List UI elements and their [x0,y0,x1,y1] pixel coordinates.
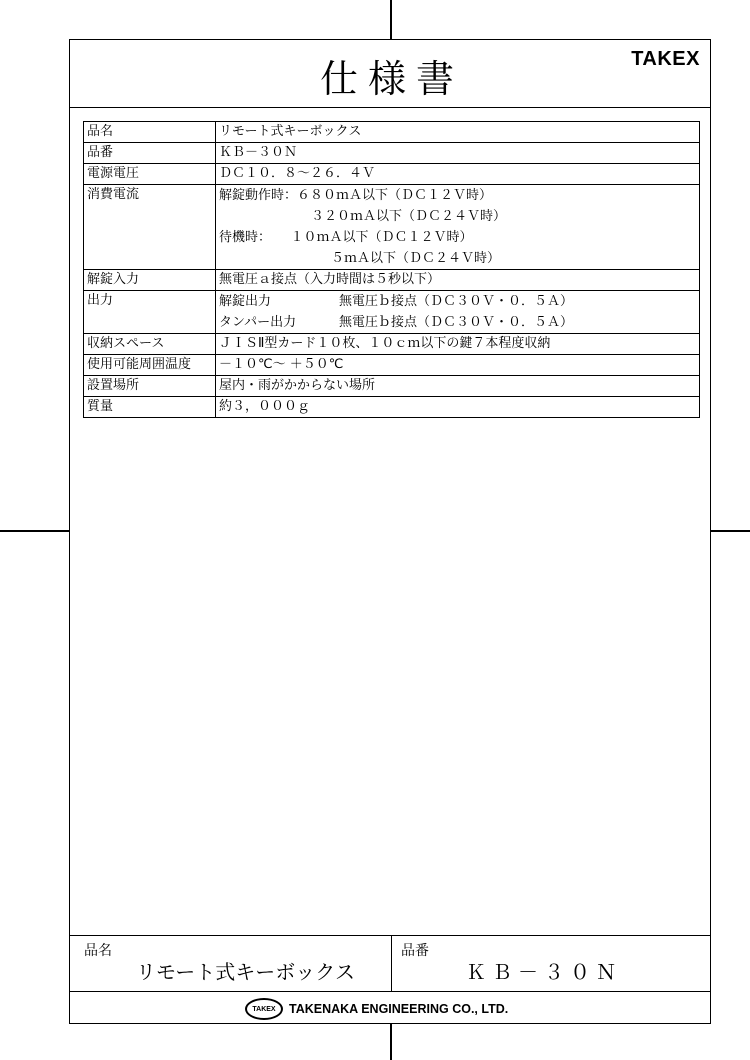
row-value [216,291,700,334]
value-line [219,312,696,333]
row-value: ＪＩＳⅡ型カード１０枚、１０ｃｍ以下の鍵７本程度収納 [216,334,700,355]
row-value [216,185,700,270]
crop-mark-left [0,530,69,532]
company-block [245,998,508,1020]
document-title: 仕様書 [320,57,465,101]
row-label: 解錠入力 [84,270,216,291]
row-label: 質量 [84,397,216,418]
row-label: 使用可能周囲温度 [84,355,216,376]
row-value: ＤＣ１０．８～２６．４Ｖ [216,164,700,185]
table-row [84,143,700,164]
product-name-label: 品名 [84,943,112,959]
row-label: 電源電圧 [84,164,216,185]
crop-mark-top [390,0,392,39]
value-line [219,291,696,312]
output-name: 解錠出力 [219,294,272,309]
row-label: 収納スペース [84,334,216,355]
table-row [84,185,700,270]
output-spec: 無電圧ｂ接点（ＤＣ３０Ｖ・０．５Ａ） [339,294,574,309]
company-name: TAKENAKA ENGINEERING CO., LTD. [289,1002,509,1016]
row-value: ＫＢ－３０Ｎ [216,143,700,164]
title-block [70,935,710,1024]
row-label: 出力 [84,291,216,334]
row-value: 約３，０００ｇ [216,397,700,418]
row-label: 品番 [84,143,216,164]
table-row [84,164,700,185]
value-line: 待機時： １０ｍＡ以下（ＤＣ１２Ｖ時） [219,230,473,245]
crop-mark-bottom [390,1024,392,1060]
value-line: ５ｍＡ以下（ＤＣ２４Ｖ時） [331,251,501,266]
table-row [84,355,700,376]
row-label: 設置場所 [84,376,216,397]
table-row [84,376,700,397]
row-label: 品名 [84,122,216,143]
value-line: ３２０ｍＡ以下（ＤＣ２４Ｖ時） [311,209,507,224]
row-value: －１０℃～ ＋５０℃ [216,355,700,376]
table-row [84,334,700,355]
spec-table [83,121,700,418]
output-spec: 無電圧ｂ接点（ＤＣ３０Ｖ・０．５Ａ） [339,315,574,330]
spec-sheet [69,39,711,1024]
company-logo: TAKEX [245,998,283,1020]
row-value: 無電圧ａ接点（入力時間は５秒以下） [216,270,700,291]
table-row [84,291,700,334]
crop-mark-right [711,530,750,532]
title-block-divider [391,936,392,991]
table-row [84,122,700,143]
brand-logo: TAKEX [631,48,700,70]
output-name: タンパー出力 [219,315,297,330]
row-value: 屋内・雨がかからない場所 [216,376,700,397]
product-number-value: ＫＢ－３０Ｎ [466,960,622,984]
product-number-label: 品番 [401,943,429,959]
row-value: リモート式キーボックス [216,122,700,143]
company-divider [70,991,710,992]
header-divider [70,107,710,108]
product-name-value: リモート式キーボックス [136,960,355,984]
table-row [84,397,700,418]
value-line: 解錠動作時：６８０ｍＡ以下（ＤＣ１２Ｖ時） [219,188,493,203]
table-row [84,270,700,291]
row-label: 消費電流 [84,185,216,270]
